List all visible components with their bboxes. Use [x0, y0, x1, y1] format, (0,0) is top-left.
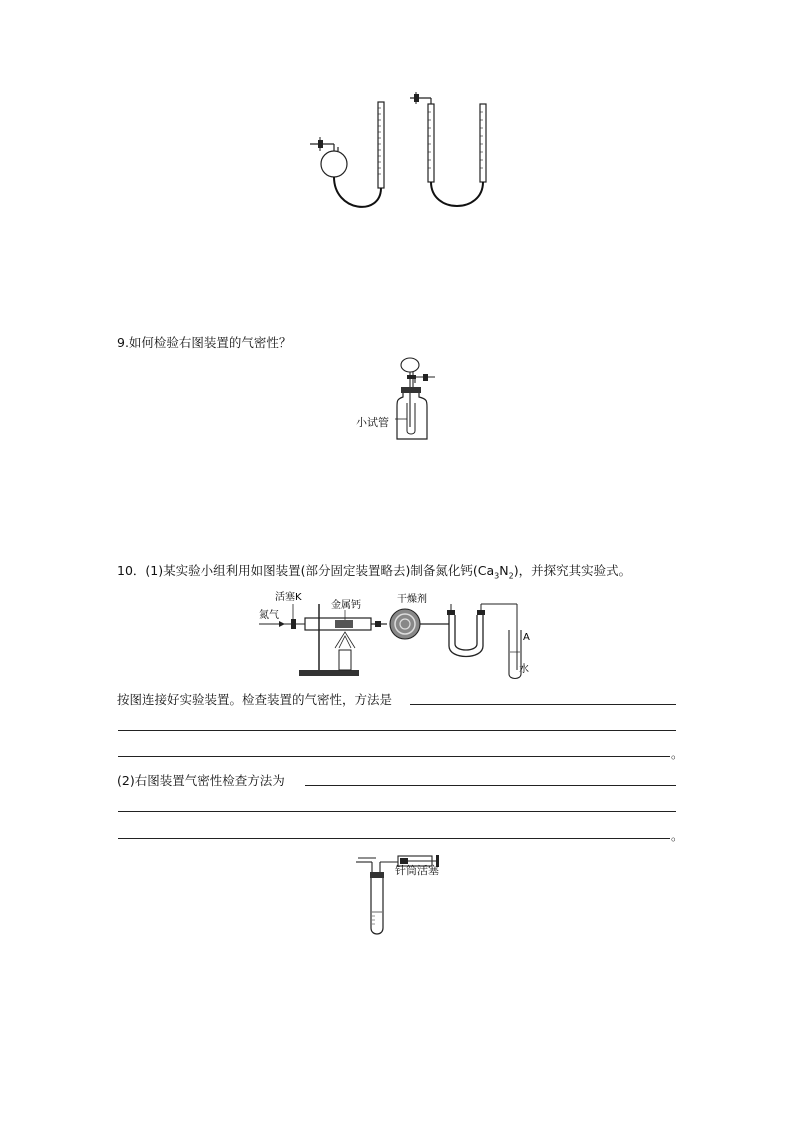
- label-a: A: [523, 632, 530, 643]
- q10-sub2: 2: [508, 571, 514, 581]
- q10-intro-b: )，并探究其实验式。: [513, 563, 632, 578]
- metal-calcium-label: 金属钙: [331, 600, 361, 611]
- q10-intro-a: 10．(1)某实验小组利用如图装置(部分固定装置略去)制备氮化钙(Ca: [117, 563, 495, 578]
- q10-intro-n: N: [499, 563, 509, 578]
- small-tube-label: 小试管: [356, 416, 389, 429]
- water-label: 水: [519, 664, 529, 675]
- q10-apparatus-figure: [255, 590, 535, 682]
- desiccant-label: 干燥剂: [397, 594, 427, 605]
- top-figure-burettes: [300, 92, 500, 214]
- end-mark-1: 。: [671, 746, 684, 761]
- answer-line-1: [410, 704, 676, 705]
- end-mark-2: 。: [671, 828, 684, 843]
- answer-line-2: [118, 730, 676, 731]
- nitrogen-label: 氮气: [259, 610, 279, 621]
- flask-burette-apparatus: [310, 102, 384, 207]
- answer-line-3: [118, 756, 670, 757]
- question-10-intro: [117, 561, 631, 581]
- q10-part2-prompt: (2)右图装置气密性检查方法为: [117, 773, 285, 788]
- answer-line-6: [118, 838, 670, 839]
- valve-k-label: 活塞K: [275, 592, 302, 603]
- syringe-plunger-label: 针筒活塞: [395, 864, 439, 877]
- u-burette-apparatus: [410, 92, 486, 206]
- q9-figure-bottle: [355, 357, 445, 445]
- question-9-text: 9.如何检验右图装置的气密性？: [117, 335, 292, 350]
- answer-line-4: [305, 785, 676, 786]
- q10-part1-prompt: 按图连接好实验装置。检查装置的气密性，方法是: [117, 692, 393, 707]
- answer-line-5: [118, 811, 676, 812]
- q10-sub3: 3: [494, 571, 500, 581]
